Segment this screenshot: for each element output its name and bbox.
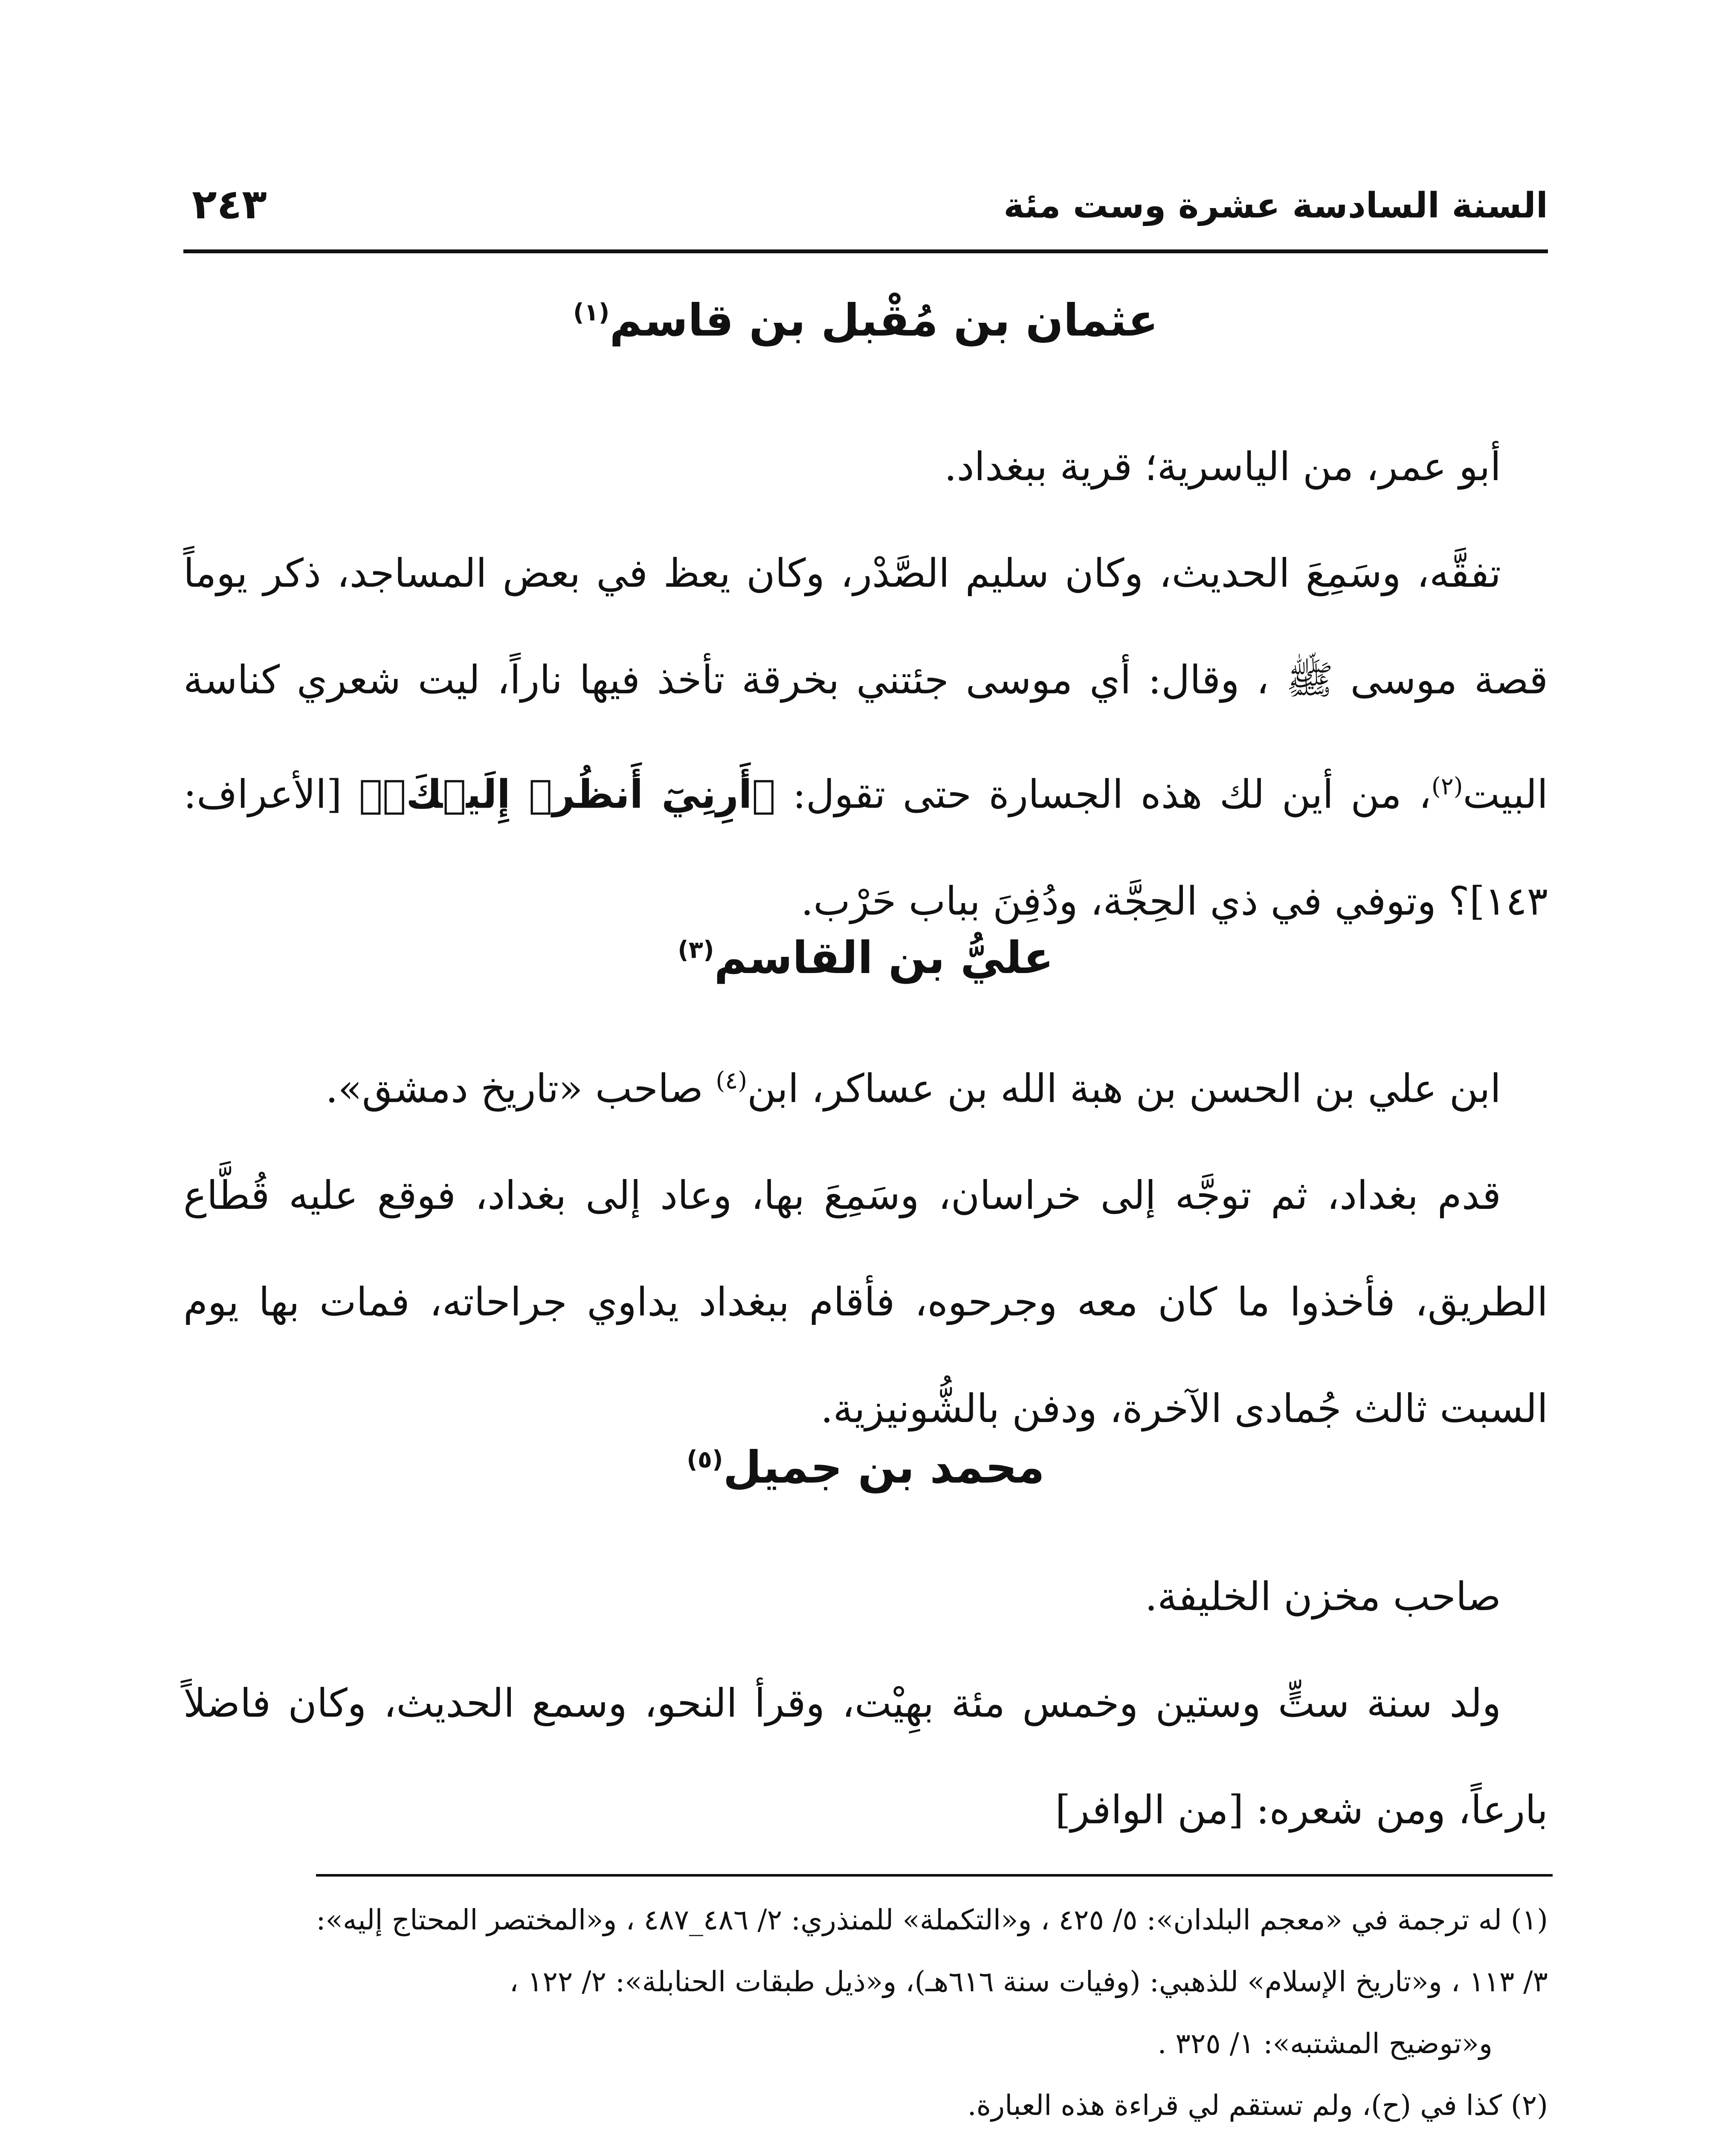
page-header: [183, 173, 1548, 253]
footnote-ref: (٣): [678, 936, 714, 964]
footnote-line: (٢) كذا في (ح)، ولم تستقم لي قراءة هذه العبارة.: [967, 2089, 1548, 2122]
footnote-ref: (٤): [716, 1067, 748, 1095]
paragraph: [183, 1028, 1548, 1142]
text-run: ابن علي بن الحسن بن هبة الله بن عساكر، ابن: [747, 1066, 1501, 1112]
paragraph: صاحب مخزن الخليفة.: [1145, 1574, 1501, 1619]
entry-title-ali: [183, 932, 1548, 984]
footnote-1: [183, 1889, 1548, 2074]
entry-body-ali: [183, 1028, 1548, 1462]
footnote-line: (١) له ترجمة في «معجم البلدان»: ٥/ ٤٢٥ ، و«التكملة» للمنذري: ٢/ ٤٨٦_٤٨٧ ، و«المختصر المحتاج إليه»:: [316, 1903, 1548, 1936]
entry-title-text: محمد بن جميل: [723, 1441, 1045, 1493]
footnote-ref: (٢): [1431, 773, 1463, 800]
text-run: تفقَّه، وسَمِعَ الحديث، وكان سليم الصَّدْر، وكان يعظ في بعض المساجد، ذكر يوماً قصة موسى ﷺ ، وقال: أي موسى جئتني بخرقة تأخذ فيها ناراً، ليت شعري كناسة البيت: [183, 550, 1548, 817]
running-title: السنة السادسة عشرة وست مئة: [1003, 185, 1548, 226]
text-run: صاحب «تاريخ دمشق».: [325, 1066, 716, 1112]
footnote-divider: [316, 1874, 1553, 1877]
paragraph: أبو عمر، من الياسرية؛ قرية ببغداد.: [944, 444, 1501, 490]
footnote-ref: (٥): [687, 1445, 723, 1474]
text-run: ، من أين لك هذه الجسارة حتى تقول:: [775, 771, 1432, 817]
entry-body-muhammad: [183, 1544, 1548, 1863]
entry-body-uthman: [183, 414, 1548, 955]
paragraph: [183, 520, 1548, 955]
entry-title-text: عثمان بن مُقْبل بن قاسم: [609, 294, 1159, 346]
paragraph: قدم بغداد، ثم توجَّه إلى خراسان، وسَمِعَ بها، وعاد إلى بغداد، فوقع عليه قُطَّاع الطريق، فأخذوا ما كان معه وجرحوه، فأقام ببغداد يداوي جراحاته، فمات بها يوم السبت ثالث جُمادى الآخرة، ودفن بالشُّونيزية.: [183, 1172, 1548, 1431]
page-number: ٢٤٣: [192, 180, 267, 228]
footnotes: [183, 1889, 1548, 2132]
footnote-2: [183, 2074, 1548, 2132]
paragraph: ولد سنة ستٍّ وستين وخمس مئة بهِيْت، وقرأ النحو، وسمع الحديث، وكان فاضلاً بارعاً، ومن شعره: [من الوافر]: [183, 1680, 1548, 1833]
footnote-ref: (١): [573, 298, 610, 327]
footnote-line: و«توضيح المشتبه»: ١/ ٣٢٥ .: [1157, 2027, 1493, 2060]
entry-title-text: عليُّ بن القاسم: [714, 932, 1054, 984]
quran-verse: ﴿أَرِنِيٓ أَنظُرۡ إِلَيۡكَۚ﴾: [359, 771, 776, 817]
text-run: [الأعراف: ١٤٣]؟ وتوفي في ذي الحِجَّة، ودُفِنَ بباب حَرْب.: [183, 771, 1548, 924]
entry-title-muhammad: [183, 1441, 1548, 1493]
footnote-line: ٣/ ١١٣ ، و«تاريخ الإسلام» للذهبي: (وفيات سنة ٦١٦هـ)، و«ذيل طبقات الحنابلة»: ٢/ ١٢٢ ،: [509, 1965, 1548, 1998]
entry-title-uthman: [183, 294, 1548, 346]
